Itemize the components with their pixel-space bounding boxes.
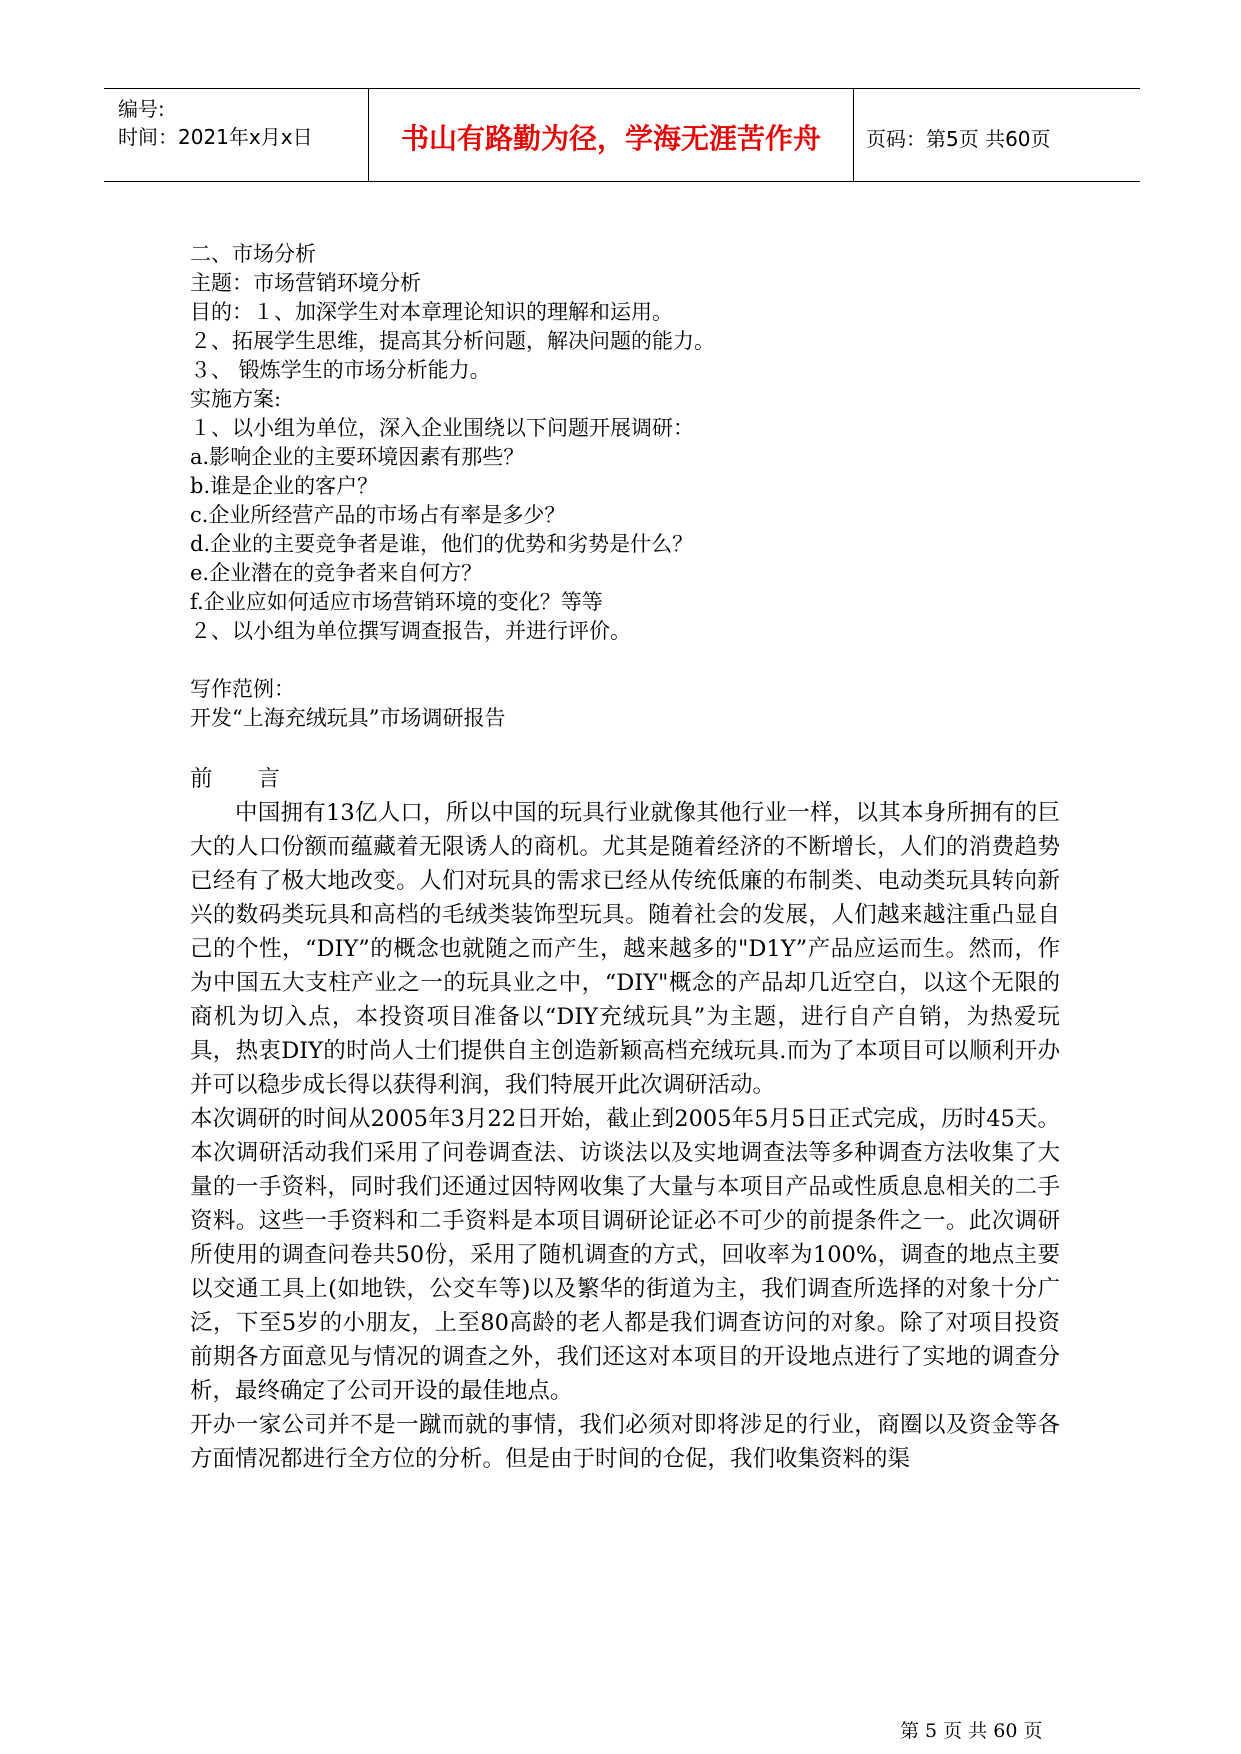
question-c: c.企业所经营产品的市场占有率是多少？: [190, 503, 566, 527]
document-number-label: 编号:: [118, 97, 165, 121]
question-a: a.影响企业的主要环境因素有那些？: [190, 445, 525, 469]
plan-item-2: ２、以小组为单位撰写调查报告，并进行评价。: [190, 619, 631, 643]
topic-line: 主题：市场营销环境分析: [190, 271, 421, 295]
document-body: [190, 240, 1060, 1476]
preface-title: 前 言: [190, 766, 281, 792]
spacer: [190, 733, 1060, 762]
document-header: [104, 88, 1140, 182]
header-motto-cell: [369, 89, 854, 181]
plan-title: 实施方案:: [190, 387, 282, 411]
plan-item-1: １、以小组为单位，深入企业围绕以下问题开展调研：: [190, 416, 694, 440]
header-motto: 书山有路勤为径，学海无涯苦作舟: [400, 122, 821, 155]
question-f: f.企业应如何适应市场营销环境的变化？等等: [190, 590, 603, 614]
page-footer: 第 5 页 共 60 页: [900, 1720, 1043, 1742]
purpose-line-3: ３、 锻炼学生的市场分析能力。: [190, 358, 491, 382]
preface-paragraph-2: 本次调研的时间从2005年3月22日开始，截止到2005年5月5日正式完成，历时45天。本次调研活动我们采用了问卷调查法、访谈法以及实地调查法等多种调查方法收集了大量的一手资料，同时我们还通过因特网收集了大量与本项目产品或性质息息相关的二手资料。这些一手资料和二手资料是本项目调研论证必不可少的前提条件之一。此次调研所使用的调查问卷共50份，采用了随机调查的方式，回收率为100%，调查的地点主要以交通工具上(如地铁，公交车等)以及繁华的街道为主，我们调查所选择的对象十分广泛，下至5岁的小朋友，上至80高龄的老人都是我们调查访问的对象。除了对项目投资前期各方面意见与情况的调查之外，我们还这对本项目的开设地点进行了实地的调查分析，最终确定了公司开设的最佳地点。: [190, 1106, 1060, 1404]
question-d: d.企业的主要竞争者是谁，他们的优势和劣势是什么？: [190, 532, 694, 556]
header-page-cell: [854, 89, 1140, 181]
header-meta-cell: [104, 89, 369, 181]
purpose-line-2: ２、拓展学生思维，提高其分析问题，解决问题的能力。: [190, 329, 715, 353]
header-page-code: 页码：第5页 共60页: [866, 127, 1051, 151]
preface-paragraph-1: 中国拥有13亿人口，所以中国的玩具行业就像其他行业一样，以其本身所拥有的巨大的人口份额而蕴藏着无限诱人的商机。尤其是随着经济的不断增长，人们的消费趋势已经有了极大地改变。人们对玩具的需求已经从传统低廉的布制类、电动类玩具转向新兴的数码类玩具和高档的毛绒类装饰型玩具。随着社会的发展，人们越来越注重凸显自己的个性，“DIY”的概念也就随之而产生，越来越多的"D1Y”产品应运而生。然而，作为中国五大支柱产业之一的玩具业之中，“DIY"概念的产品却几近空白，以这个无限的商机为切入点，本投资项目准备以“DIY充绒玩具”为主题，进行自产自销，为热爱玩具，热衷DIY的时尚人士们提供自主创造新颖高档充绒玩具.而为了本项目可以顺利开办并可以稳步成长得以获得利润，我们特展开此次调研活动。: [190, 800, 1060, 1098]
purpose-line-1: 目的：１、加深学生对本章理论知识的理解和运用。: [190, 300, 673, 324]
spacer: [190, 646, 1060, 675]
document-time-label: 时间：2021年x月x日: [118, 125, 313, 149]
preface-paragraph-3: 开办一家公司并不是一蹴而就的事情，我们必须对即将涉足的行业，商圈以及资金等各方面情况都进行全方位的分析。但是由于时间的仓促，我们收集资料的渠: [190, 1412, 1060, 1472]
question-e: e.企业潜在的竞争者来自何方？: [190, 561, 483, 585]
example-title: 写作范例：: [190, 677, 295, 701]
report-title: 开发“上海充绒玩具”市场调研报告: [190, 706, 506, 730]
section-title: 二、市场分析: [190, 242, 316, 266]
question-b: b.谁是企业的客户？: [190, 474, 379, 498]
